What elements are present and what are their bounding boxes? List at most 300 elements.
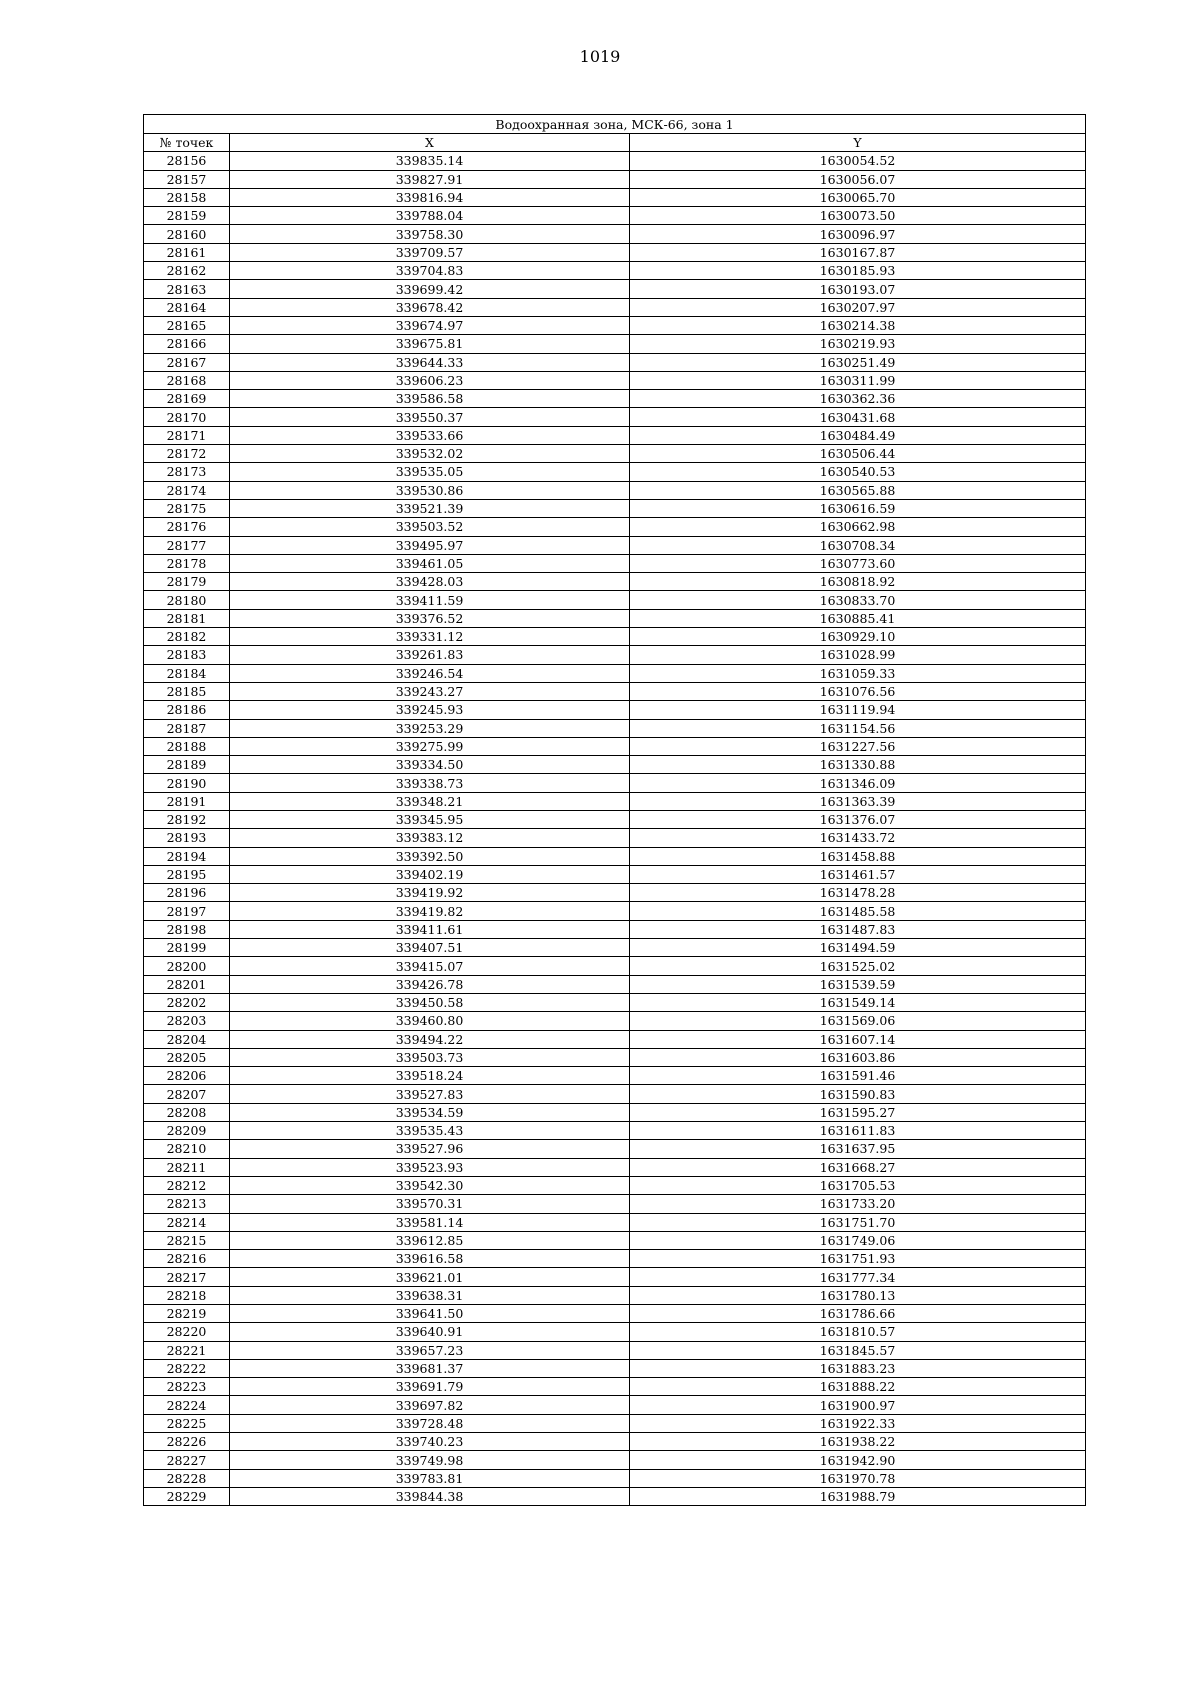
- cell-x: 339331.12: [230, 628, 630, 646]
- cell-y: 1630311.99: [630, 371, 1086, 389]
- table-row: [144, 316, 1086, 334]
- cell-point-number: 28192: [144, 810, 230, 828]
- cell-y: 1630054.52: [630, 152, 1086, 170]
- table-row: [144, 225, 1086, 243]
- cell-x: 339644.33: [230, 353, 630, 371]
- table-caption: Водоохранная зона, МСК-66, зона 1: [144, 115, 1086, 134]
- table-row: [144, 426, 1086, 444]
- cell-x: 339581.14: [230, 1213, 630, 1231]
- cell-point-number: 28191: [144, 792, 230, 810]
- cell-y: 1631988.79: [630, 1487, 1086, 1505]
- cell-point-number: 28170: [144, 408, 230, 426]
- cell-y: 1630616.59: [630, 499, 1086, 517]
- cell-x: 339450.58: [230, 993, 630, 1011]
- cell-point-number: 28211: [144, 1158, 230, 1176]
- cell-y: 1631942.90: [630, 1451, 1086, 1469]
- cell-point-number: 28173: [144, 463, 230, 481]
- cell-point-number: 28163: [144, 280, 230, 298]
- cell-y: 1630540.53: [630, 463, 1086, 481]
- cell-y: 1630219.93: [630, 335, 1086, 353]
- table-row: [144, 390, 1086, 408]
- table-row: [144, 591, 1086, 609]
- cell-point-number: 28160: [144, 225, 230, 243]
- cell-x: 339461.05: [230, 554, 630, 572]
- table-row: [144, 993, 1086, 1011]
- cell-y: 1630484.49: [630, 426, 1086, 444]
- cell-y: 1630885.41: [630, 609, 1086, 627]
- cell-point-number: 28216: [144, 1250, 230, 1268]
- cell-point-number: 28188: [144, 737, 230, 755]
- table-row: [144, 152, 1086, 170]
- cell-x: 339428.03: [230, 573, 630, 591]
- cell-y: 1631888.22: [630, 1378, 1086, 1396]
- cell-point-number: 28205: [144, 1048, 230, 1066]
- cell-point-number: 28222: [144, 1359, 230, 1377]
- table-row: [144, 829, 1086, 847]
- cell-x: 339495.97: [230, 536, 630, 554]
- table-row: [144, 920, 1086, 938]
- cell-y: 1630506.44: [630, 445, 1086, 463]
- cell-x: 339616.58: [230, 1250, 630, 1268]
- cell-y: 1630818.92: [630, 573, 1086, 591]
- cell-x: 339704.83: [230, 262, 630, 280]
- table-row: [144, 1469, 1086, 1487]
- cell-y: 1631590.83: [630, 1085, 1086, 1103]
- table-row: [144, 463, 1086, 481]
- cell-point-number: 28213: [144, 1195, 230, 1213]
- cell-point-number: 28179: [144, 573, 230, 591]
- cell-point-number: 28180: [144, 591, 230, 609]
- cell-y: 1631119.94: [630, 701, 1086, 719]
- cell-x: 339681.37: [230, 1359, 630, 1377]
- cell-point-number: 28184: [144, 664, 230, 682]
- cell-y: 1631900.97: [630, 1396, 1086, 1414]
- cell-x: 339699.42: [230, 280, 630, 298]
- cell-x: 339246.54: [230, 664, 630, 682]
- table-row: [144, 1378, 1086, 1396]
- cell-point-number: 28165: [144, 316, 230, 334]
- cell-point-number: 28226: [144, 1433, 230, 1451]
- table-row: [144, 170, 1086, 188]
- cell-x: 339788.04: [230, 207, 630, 225]
- cell-y: 1631525.02: [630, 957, 1086, 975]
- cell-y: 1631591.46: [630, 1067, 1086, 1085]
- cell-point-number: 28198: [144, 920, 230, 938]
- table-body: [144, 152, 1086, 1506]
- table-row: [144, 975, 1086, 993]
- table-row: [144, 1451, 1086, 1469]
- cell-y: 1631883.23: [630, 1359, 1086, 1377]
- cell-y: 1631485.58: [630, 902, 1086, 920]
- cell-point-number: 28219: [144, 1305, 230, 1323]
- cell-point-number: 28178: [144, 554, 230, 572]
- table-row: [144, 188, 1086, 206]
- cell-y: 1631607.14: [630, 1030, 1086, 1048]
- cell-y: 1631028.99: [630, 646, 1086, 664]
- cell-point-number: 28212: [144, 1176, 230, 1194]
- cell-x: 339740.23: [230, 1433, 630, 1451]
- cell-point-number: 28159: [144, 207, 230, 225]
- cell-x: 339542.30: [230, 1176, 630, 1194]
- cell-x: 339334.50: [230, 756, 630, 774]
- table-row: [144, 1286, 1086, 1304]
- table-row: [144, 262, 1086, 280]
- cell-x: 339675.81: [230, 335, 630, 353]
- cell-x: 339243.27: [230, 682, 630, 700]
- cell-y: 1631569.06: [630, 1012, 1086, 1030]
- cell-x: 339426.78: [230, 975, 630, 993]
- table-row: [144, 1085, 1086, 1103]
- cell-y: 1630065.70: [630, 188, 1086, 206]
- cell-x: 339640.91: [230, 1323, 630, 1341]
- cell-point-number: 28202: [144, 993, 230, 1011]
- cell-y: 1631494.59: [630, 939, 1086, 957]
- cell-point-number: 28207: [144, 1085, 230, 1103]
- cell-point-number: 28195: [144, 865, 230, 883]
- cell-y: 1630833.70: [630, 591, 1086, 609]
- table-row: [144, 884, 1086, 902]
- cell-x: 339657.23: [230, 1341, 630, 1359]
- cell-x: 339338.73: [230, 774, 630, 792]
- table-row: [144, 499, 1086, 517]
- cell-point-number: 28185: [144, 682, 230, 700]
- table-row: [144, 902, 1086, 920]
- cell-point-number: 28182: [144, 628, 230, 646]
- cell-x: 339415.07: [230, 957, 630, 975]
- cell-y: 1630929.10: [630, 628, 1086, 646]
- cell-y: 1631786.66: [630, 1305, 1086, 1323]
- cell-point-number: 28169: [144, 390, 230, 408]
- cell-x: 339678.42: [230, 298, 630, 316]
- cell-point-number: 28171: [144, 426, 230, 444]
- cell-x: 339691.79: [230, 1378, 630, 1396]
- table-row: [144, 847, 1086, 865]
- cell-x: 339348.21: [230, 792, 630, 810]
- cell-y: 1631780.13: [630, 1286, 1086, 1304]
- cell-point-number: 28194: [144, 847, 230, 865]
- table-row: [144, 445, 1086, 463]
- cell-x: 339503.52: [230, 518, 630, 536]
- table-row: [144, 737, 1086, 755]
- table-row: [144, 939, 1086, 957]
- cell-y: 1630073.50: [630, 207, 1086, 225]
- table-row: [144, 774, 1086, 792]
- cell-point-number: 28201: [144, 975, 230, 993]
- table-row: [144, 957, 1086, 975]
- table-row: [144, 1231, 1086, 1249]
- cell-y: 1631603.86: [630, 1048, 1086, 1066]
- cell-point-number: 28221: [144, 1341, 230, 1359]
- cell-x: 339419.92: [230, 884, 630, 902]
- cell-x: 339345.95: [230, 810, 630, 828]
- cell-y: 1630431.68: [630, 408, 1086, 426]
- table-row: [144, 1122, 1086, 1140]
- cell-point-number: 28174: [144, 481, 230, 499]
- cell-x: 339253.29: [230, 719, 630, 737]
- cell-y: 1630193.07: [630, 280, 1086, 298]
- table-row: [144, 280, 1086, 298]
- cell-y: 1631668.27: [630, 1158, 1086, 1176]
- table-row: [144, 810, 1086, 828]
- table-row: [144, 1012, 1086, 1030]
- table-row: [144, 1268, 1086, 1286]
- cell-x: 339621.01: [230, 1268, 630, 1286]
- cell-x: 339535.43: [230, 1122, 630, 1140]
- cell-y: 1631549.14: [630, 993, 1086, 1011]
- table-row: [144, 628, 1086, 646]
- cell-point-number: 28168: [144, 371, 230, 389]
- cell-y: 1631845.57: [630, 1341, 1086, 1359]
- cell-y: 1631539.59: [630, 975, 1086, 993]
- cell-point-number: 28193: [144, 829, 230, 847]
- cell-y: 1631458.88: [630, 847, 1086, 865]
- cell-x: 339758.30: [230, 225, 630, 243]
- cell-point-number: 28217: [144, 1268, 230, 1286]
- cell-x: 339521.39: [230, 499, 630, 517]
- cell-point-number: 28183: [144, 646, 230, 664]
- cell-point-number: 28203: [144, 1012, 230, 1030]
- table-row: [144, 701, 1086, 719]
- table-row: [144, 719, 1086, 737]
- column-header-x: X: [230, 134, 630, 152]
- table-row: [144, 353, 1086, 371]
- cell-x: 339532.02: [230, 445, 630, 463]
- cell-point-number: 28229: [144, 1487, 230, 1505]
- cell-x: 339419.82: [230, 902, 630, 920]
- table-row: [144, 792, 1086, 810]
- cell-x: 339261.83: [230, 646, 630, 664]
- cell-y: 1631076.56: [630, 682, 1086, 700]
- cell-point-number: 28199: [144, 939, 230, 957]
- table-row: [144, 1433, 1086, 1451]
- cell-point-number: 28156: [144, 152, 230, 170]
- table-row: [144, 1359, 1086, 1377]
- cell-point-number: 28161: [144, 243, 230, 261]
- cell-point-number: 28164: [144, 298, 230, 316]
- table-row: [144, 554, 1086, 572]
- cell-y: 1631346.09: [630, 774, 1086, 792]
- table-row: [144, 1140, 1086, 1158]
- table-row: [144, 335, 1086, 353]
- cell-x: 339494.22: [230, 1030, 630, 1048]
- cell-x: 339749.98: [230, 1451, 630, 1469]
- table-row: [144, 243, 1086, 261]
- cell-point-number: 28228: [144, 1469, 230, 1487]
- cell-y: 1630662.98: [630, 518, 1086, 536]
- cell-x: 339550.37: [230, 408, 630, 426]
- cell-point-number: 28186: [144, 701, 230, 719]
- cell-y: 1630708.34: [630, 536, 1086, 554]
- cell-y: 1631363.39: [630, 792, 1086, 810]
- cell-y: 1631749.06: [630, 1231, 1086, 1249]
- cell-x: 339523.93: [230, 1158, 630, 1176]
- cell-point-number: 28190: [144, 774, 230, 792]
- cell-y: 1631938.22: [630, 1433, 1086, 1451]
- table-row: [144, 1176, 1086, 1194]
- cell-y: 1631154.56: [630, 719, 1086, 737]
- cell-y: 1631478.28: [630, 884, 1086, 902]
- cell-point-number: 28177: [144, 536, 230, 554]
- cell-x: 339503.73: [230, 1048, 630, 1066]
- table-header-row: [144, 134, 1086, 152]
- cell-point-number: 28187: [144, 719, 230, 737]
- table-row: [144, 1414, 1086, 1432]
- cell-point-number: 28167: [144, 353, 230, 371]
- cell-x: 339527.83: [230, 1085, 630, 1103]
- cell-x: 339783.81: [230, 1469, 630, 1487]
- cell-x: 339518.24: [230, 1067, 630, 1085]
- cell-y: 1630362.36: [630, 390, 1086, 408]
- table-row: [144, 1030, 1086, 1048]
- cell-x: 339407.51: [230, 939, 630, 957]
- cell-y: 1630167.87: [630, 243, 1086, 261]
- cell-point-number: 28196: [144, 884, 230, 902]
- cell-x: 339570.31: [230, 1195, 630, 1213]
- column-header-y: Y: [630, 134, 1086, 152]
- cell-x: 339641.50: [230, 1305, 630, 1323]
- cell-point-number: 28220: [144, 1323, 230, 1341]
- cell-point-number: 28175: [144, 499, 230, 517]
- cell-x: 339728.48: [230, 1414, 630, 1432]
- cell-point-number: 28206: [144, 1067, 230, 1085]
- table-row: [144, 664, 1086, 682]
- cell-y: 1631611.83: [630, 1122, 1086, 1140]
- table-row: [144, 646, 1086, 664]
- cell-y: 1631777.34: [630, 1268, 1086, 1286]
- cell-y: 1631059.33: [630, 664, 1086, 682]
- table-row: [144, 1250, 1086, 1268]
- table-row: [144, 298, 1086, 316]
- cell-point-number: 28181: [144, 609, 230, 627]
- cell-x: 339844.38: [230, 1487, 630, 1505]
- cell-y: 1631751.70: [630, 1213, 1086, 1231]
- cell-x: 339245.93: [230, 701, 630, 719]
- cell-y: 1630565.88: [630, 481, 1086, 499]
- cell-y: 1630185.93: [630, 262, 1086, 280]
- cell-point-number: 28176: [144, 518, 230, 536]
- cell-y: 1630056.07: [630, 170, 1086, 188]
- cell-point-number: 28209: [144, 1122, 230, 1140]
- cell-y: 1630773.60: [630, 554, 1086, 572]
- cell-point-number: 28158: [144, 188, 230, 206]
- cell-point-number: 28189: [144, 756, 230, 774]
- cell-point-number: 28223: [144, 1378, 230, 1396]
- table-row: [144, 371, 1086, 389]
- cell-x: 339376.52: [230, 609, 630, 627]
- cell-x: 339383.12: [230, 829, 630, 847]
- table-row: [144, 1213, 1086, 1231]
- cell-x: 339460.80: [230, 1012, 630, 1030]
- cell-x: 339697.82: [230, 1396, 630, 1414]
- table-row: [144, 1396, 1086, 1414]
- cell-x: 339533.66: [230, 426, 630, 444]
- cell-point-number: 28162: [144, 262, 230, 280]
- cell-point-number: 28227: [144, 1451, 230, 1469]
- cell-x: 339534.59: [230, 1103, 630, 1121]
- cell-x: 339411.61: [230, 920, 630, 938]
- cell-point-number: 28214: [144, 1213, 230, 1231]
- cell-y: 1631733.20: [630, 1195, 1086, 1213]
- cell-x: 339530.86: [230, 481, 630, 499]
- table-row: [144, 1067, 1086, 1085]
- table-row: [144, 682, 1086, 700]
- cell-x: 339586.58: [230, 390, 630, 408]
- table-row: [144, 1305, 1086, 1323]
- cell-y: 1631595.27: [630, 1103, 1086, 1121]
- table-row: [144, 573, 1086, 591]
- cell-y: 1631227.56: [630, 737, 1086, 755]
- cell-y: 1631705.53: [630, 1176, 1086, 1194]
- cell-x: 339411.59: [230, 591, 630, 609]
- coordinates-table: [143, 114, 1086, 1506]
- cell-x: 339835.14: [230, 152, 630, 170]
- cell-point-number: 28200: [144, 957, 230, 975]
- cell-y: 1631433.72: [630, 829, 1086, 847]
- cell-x: 339638.31: [230, 1286, 630, 1304]
- cell-x: 339674.97: [230, 316, 630, 334]
- table-row: [144, 518, 1086, 536]
- cell-y: 1630214.38: [630, 316, 1086, 334]
- table-row: [144, 536, 1086, 554]
- table-row: [144, 1323, 1086, 1341]
- table-row: [144, 481, 1086, 499]
- cell-point-number: 28218: [144, 1286, 230, 1304]
- cell-y: 1631922.33: [630, 1414, 1086, 1432]
- cell-point-number: 28166: [144, 335, 230, 353]
- cell-point-number: 28224: [144, 1396, 230, 1414]
- cell-y: 1630096.97: [630, 225, 1086, 243]
- cell-y: 1631461.57: [630, 865, 1086, 883]
- cell-y: 1631330.88: [630, 756, 1086, 774]
- table-row: [144, 1103, 1086, 1121]
- table-row: [144, 865, 1086, 883]
- page-number: 1019: [579, 47, 621, 66]
- cell-y: 1631487.83: [630, 920, 1086, 938]
- cell-y: 1631376.07: [630, 810, 1086, 828]
- cell-x: 339392.50: [230, 847, 630, 865]
- cell-point-number: 28157: [144, 170, 230, 188]
- cell-x: 339402.19: [230, 865, 630, 883]
- cell-x: 339612.85: [230, 1231, 630, 1249]
- cell-point-number: 28197: [144, 902, 230, 920]
- cell-y: 1631810.57: [630, 1323, 1086, 1341]
- table-row: [144, 207, 1086, 225]
- table-row: [144, 756, 1086, 774]
- table-row: [144, 1195, 1086, 1213]
- cell-x: 339535.05: [230, 463, 630, 481]
- table-row: [144, 1158, 1086, 1176]
- cell-point-number: 28210: [144, 1140, 230, 1158]
- column-header-point-number: № точек: [144, 134, 230, 152]
- cell-point-number: 28204: [144, 1030, 230, 1048]
- table-row: [144, 1048, 1086, 1066]
- cell-x: 339275.99: [230, 737, 630, 755]
- cell-point-number: 28208: [144, 1103, 230, 1121]
- table-row: [144, 1341, 1086, 1359]
- cell-y: 1630251.49: [630, 353, 1086, 371]
- cell-x: 339827.91: [230, 170, 630, 188]
- cell-x: 339527.96: [230, 1140, 630, 1158]
- cell-y: 1631970.78: [630, 1469, 1086, 1487]
- cell-point-number: 28172: [144, 445, 230, 463]
- table-row: [144, 408, 1086, 426]
- cell-y: 1631751.93: [630, 1250, 1086, 1268]
- cell-x: 339606.23: [230, 371, 630, 389]
- cell-point-number: 28215: [144, 1231, 230, 1249]
- cell-x: 339709.57: [230, 243, 630, 261]
- cell-x: 339816.94: [230, 188, 630, 206]
- cell-y: 1631637.95: [630, 1140, 1086, 1158]
